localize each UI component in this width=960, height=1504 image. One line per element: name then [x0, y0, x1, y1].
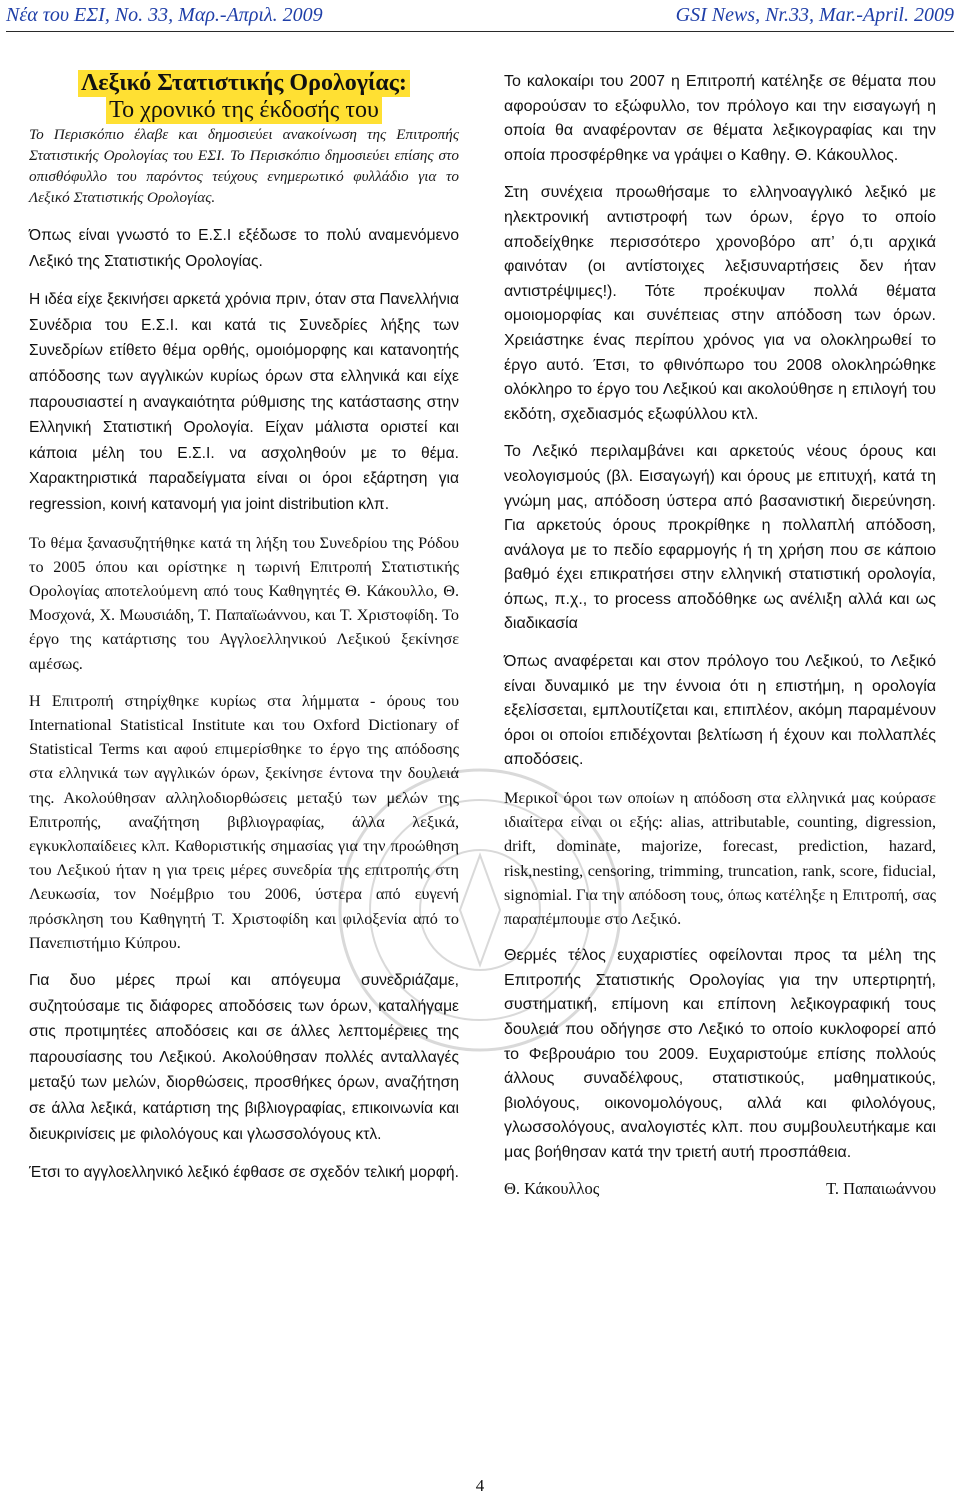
right-paragraph: Το Λεξικό περιλαμβάνει και αρκετούς νέους όρους και νεολογισμούς (βλ. Εισαγωγή) και όρους με επιτυχή, κατά τη γνώμη μας, απόδοση ύστερα από βασανιστική διερεύνηση. Για αρκετούς όρους προκρίθηκε η πολλαπλή απόδοση, ανάλογα με το πεδίο εφαρμογής ή τη χρήση που σε κάποιο βαθμό έχει επικρατήσει στην ελληνική στατιστική ορολογία, όπως, π.χ., το process αποδόθηκε ως ανέλιξη αλλά και ως διαδικασία	[504, 443, 936, 633]
left-column	[29, 70, 459, 1199]
header-rule	[6, 31, 954, 32]
signature-left: Θ. Κάκουλλος	[504, 1178, 600, 1198]
right-paragraph: Μερικοί όροι των οποίων η απόδοση στα ελληνικά μας κούρασε ιδιαίτερα είναι οι εξής: alias, attributable, counting, digression, drift, dominate, majorize, forecast, prediction, hazard, risk,nesting, censoring, trimming, truncation, rank, score, fiducial, signomial. Για την απόδοση τους, όπως κατέληξε η Επιτροπή, σας παραπέμπουμε στο Λεξικό.	[504, 789, 936, 929]
right-paragraph: Το καλοκαίρι του 2007 η Επιτροπή κατέληξε σε θέματα που αφορούσαν το εξώφυλλο, τον πρόλογο και την εισαγωγή η οποία θα αναφέρονταν σε θέματα λεξικογραφίας και την οποία προσφέρθηκε να γράψει ο Καθηγ. Θ. Κάκουλλος.	[504, 73, 936, 164]
left-paragraph: Όπως είναι γνωστό το Ε.Σ.Ι εξέδωσε το πολύ αναμενόμενο Λεξικό της Στατιστικής Ορολογίας.	[29, 227, 459, 270]
signature-right: Τ. Παπαιωάννου	[826, 1178, 936, 1198]
left-paragraph: Το θέμα ξανασυζητήθηκε κατά τη λήξη του Συνεδρίου της Ρόδου το 2005 όπου και ορίστηκε η τωρινή Επιτροπή Στατιστικής Ορολογίας αποτελούμενη από τους Καθηγητές Θ. Κάκουλλο, Θ. Μοσχονά, Χ. Μωυσιάδη, Τ. Παπαϊωάννου, και Τ. Χριστοφίδη. Το έργο της κατάρτισης του Αγγλοελληνικού Λεξικού ξεκίνησε αμέσως.	[29, 533, 459, 673]
right-paragraph: Στη συνέχεια προωθήσαμε το ελληνοαγγλικό λεξικό με ηλεκτρονική αντιστροφή των όρων, έργο το οποίο αποδείχθηκε περισσότερο χρονοβόρο απ’ ό,τι αρχικά φαινόταν (οι αντίστοιχες λεξισυναρτήσεις δεν ήταν αντιστρέψιμες!). Τότε προέκυψαν πολλά θέματα ομοιομορφίας και συνέπειας στην απόδοση των όρων. Χρειάστηκε ένας περίπου χρόνος για να ολοκληρωθεί το έργο αυτό. Έτσι, το φθινόπωρο του 2008 ολοκληρώθηκε ολόκληρο το έργο του Λεξικού και ακολούθησε η επιλογή του εκδότη, σχεδιασμός εξωφύλλου κτλ.	[504, 184, 936, 423]
header-english: GSI News, Nr.33, Mar.-April. 2009	[675, 4, 954, 26]
article-title	[29, 70, 459, 124]
signatures	[504, 1179, 936, 1199]
title-line-2: Το χρονικό της έκδοσής του	[106, 97, 382, 124]
intro-note: Το Περισκόπιο έλαβε και δημοσιεύει ανακοίνωση της Επιτροπής Στατιστικής Ορολογίας του ΕΣΙ. Το Περισκόπιο δημοσιεύει επίσης στο οπισθόφυλλο του παρόντος τεύχους ενημερωτικό φυλλάδιο για το Λεξικό Στατιστικής Ορολογίας.	[29, 126, 459, 206]
left-paragraph: Για δυο μέρες πρωί και απόγευμα συνεδριάζαμε, συζητούσαμε τις διάφορες αποδόσεις των όρων, καταλήγαμε στις προτιμητέες αποδόσεις και σε άλλες λεπτομέρειες της παρουσίασης του Λεξικού. Ακολούθησαν πολλές ανταλλαγές μεταξύ των μελών, διορθώσεις, προσθήκες όρων, αναζήτηση σε άλλα λεξικά, κατάρτιση της βιβλιογραφίας, επικοινωνία και διευκρινίσεις με φιλολόγους και γλωσσολόγους κτλ.	[29, 971, 459, 1143]
running-header	[6, 4, 954, 34]
header-greek: Νέα του ΕΣΙ, Νο. 33, Μαρ.-Απριλ. 2009	[6, 4, 323, 26]
page-number: 4	[475, 1476, 485, 1495]
right-paragraph: Θερμές τέλος ευχαριστίες οφείλονται προς τα μέλη της Επιτροπής Στατιστικής Ορολογίας για την υπερτιρητή, συστηματική, επίμονη και επίπονη λεξικογραφική τους δουλειά που οδήγησε στο Λεξικό το οποίο κυκλοφορεί από το Φεβρουάριο του 2009. Ευχαριστούμε επίσης πολλούς άλλους συναδέλφους, στατιστικούς, μαθηματικούς, βιολόγους, οικονομολόγους, αλλά και φιλολόγους, γλωσσολόγους, αναλογιστές κλπ. που συμβουλευτήκαμε και μας βοήθησαν κατά την τριετή αυτή προσπάθεια.	[504, 947, 936, 1161]
left-paragraph: Η ιδέα είχε ξεκινήσει αρκετά χρόνια πριν, όταν στα Πανελλήνια Συνέδρια του Ε.Σ.Ι. και κατά τις Συνεδρίες λήξης των Συνεδρίων ετίθετο θέμα ορθής, ομοιόμορφης και κατανοητής απόδοσης των αγγλικών κυρίως όρων στα ελληνικά και είχε παρουσιαστεί η αναγκαιότητα ρύθμισης της κατάστασης στην Ελληνική Στατιστική Ορολογία. Είχαν μάλιστα οριστεί και κάποια μέλη του Ε.Σ.Ι. να ασχοληθούν με το θέμα. Χαρακτηριστικά παραδείγματα είναι οι όροι εξάρτηση για regression, κοινή κατανομή για joint distribution κλπ.	[29, 291, 459, 513]
left-paragraph: Η Επιτροπή στηρίχθηκε κυρίως στα λήμματα - όρους του International Statistical Institute και του Oxford Dictionary of Statistical Terms και αφού επιμερίσθηκε το έργο της απόδοσης στα ελληνικά των αγγλικών όρων, ξεκίνησε έντονα την δουλειά της. Ακολούθησαν αλληλοδιορθώσεις μεταξύ των μελών της Επιτροπής, αναζήτηση βιβλιογραφίας, άλλα λεξικά, εγκυκλοπαίδειες κλπ. Καθοριστικής σημασίας για την προώθηση του Λεξικού ήταν η για τρεις μέρες συνεδρία της επιτροπής στη Λευκωσία, τον Νοέμβριο του 2006, ύστερα από ευγενή πρόσκληση του Καθηγητή Τ. Χριστοφίδη και φιλοξενία από το Πανεπιστήμιο Κύπρου.	[29, 691, 459, 952]
left-paragraph: Έτσι το αγγλοελληνικό λεξικό έφθασε σε σχεδόν τελική μορφή.	[29, 1164, 459, 1182]
right-column	[504, 70, 936, 1199]
right-paragraph: Όπως αναφέρεται και στον πρόλογο του Λεξικού, το Λεξικό είναι δυναμικό με την έννοια ότι η επιστήμη, η ορολογία εξελίσσεται, εμπλουτίζεται και, επιπλέον, ακόμη παραμένουν όροι οι οποίοι επιδέχονται βελτίωση ή έχουν και πολλαπλές αποδόσεις.	[504, 653, 936, 769]
title-line-1: Λεξικό Στατιστικής Ορολογίας:	[78, 70, 410, 97]
